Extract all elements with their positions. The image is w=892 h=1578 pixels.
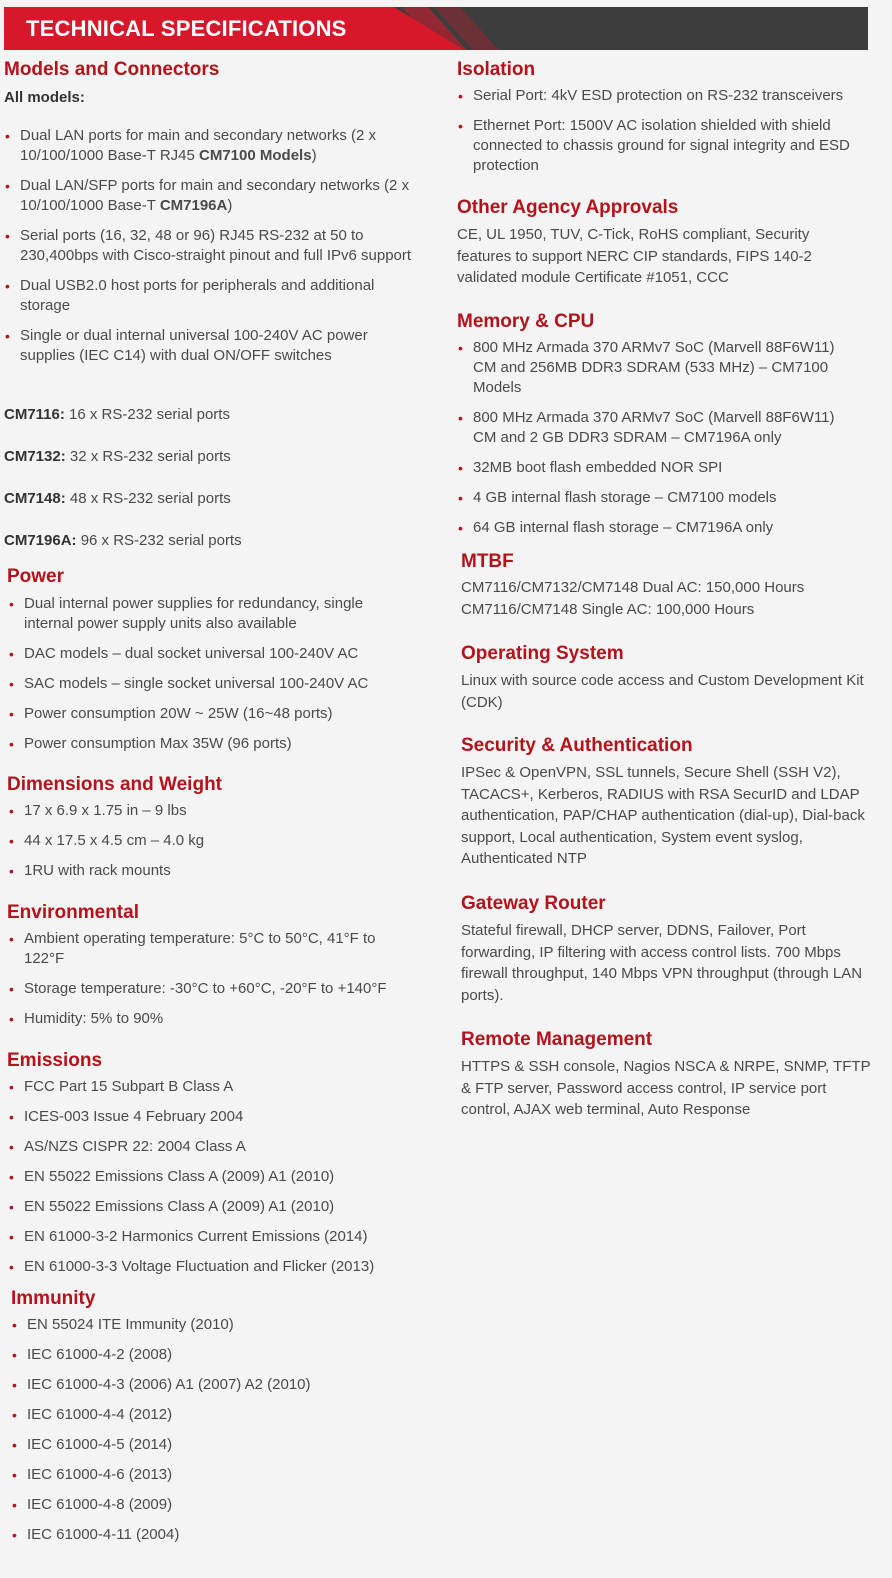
list-item: • 800 MHz Armada 370 ARMv7 SoC (Marvell 88F6W11) CM and 2 GB DDR3 SDRAM – CM7196A only — [457, 408, 857, 448]
list-item: • IEC 61000-4-2 (2008) — [11, 1345, 431, 1365]
security-text: IPSec & OpenVPN, SSL tunnels, Secure Shell (SSH V2), TACACS+, Kerberos, RADIUS with RSA SecurID and LDAP authentication, PAP/CHAP authentication (dial-up), Dial-back support, Local authentication, System event syslog, Authenticated NTP — [461, 764, 865, 867]
list-item: • 32MB boot flash embedded NOR SPI — [457, 458, 857, 478]
isolation-bullet-list — [457, 86, 872, 186]
list-item: • Serial Port: 4kV ESD protection on RS-232 transceivers — [457, 86, 872, 106]
mtbf-line: CM7116/CM7148 Single AC: 100,000 Hours — [461, 600, 755, 618]
list-item: • IEC 61000-4-4 (2012) — [11, 1405, 431, 1425]
list-item: • 1RU with rack mounts — [8, 861, 408, 881]
list-item: • EN 55022 Emissions Class A (2009) A1 (2010) — [8, 1197, 428, 1217]
list-item: • Humidity: 5% to 90% — [8, 1009, 403, 1029]
list-item: • Dual LAN ports for main and secondary networks (2 x 10/100/1000 Base-T RJ45 CM7100 Models) — [4, 126, 424, 166]
list-item: • Single or dual internal universal 100-240V AC power supplies (IEC C14) with dual ON/OFF switches — [4, 326, 424, 366]
model-port-line: CM7116: 16 x RS-232 serial ports — [4, 406, 230, 423]
section-heading-security: Security & Authentication — [461, 735, 693, 756]
list-item: • 44 x 17.5 x 4.5 cm – 4.0 kg — [8, 831, 408, 851]
models-bullet-list — [4, 126, 424, 376]
power-bullet-list — [8, 594, 408, 764]
list-item: • 4 GB internal flash storage – CM7100 models — [457, 488, 857, 508]
section-heading-emissions: Emissions — [7, 1050, 103, 1071]
page-title: TECHNICAL SPECIFICATIONS — [26, 16, 347, 41]
list-item: • 17 x 6.9 x 1.75 in – 9 lbs — [8, 801, 408, 821]
environmental-bullet-list — [8, 929, 403, 1039]
section-heading-remote: Remote Management — [461, 1029, 653, 1050]
section-heading-models: Models and Connectors — [4, 59, 220, 80]
model-port-line: CM7148: 48 x RS-232 serial ports — [4, 490, 231, 507]
list-item: • IEC 61000-4-8 (2009) — [11, 1495, 431, 1515]
list-item: • Power consumption Max 35W (96 ports) — [8, 734, 408, 754]
list-item: • ICES-003 Issue 4 February 2004 — [8, 1107, 428, 1127]
dimensions-bullet-list — [8, 801, 408, 891]
list-item: • IEC 61000-4-3 (2006) A1 (2007) A2 (2010) — [11, 1375, 431, 1395]
list-item: • EN 55022 Emissions Class A (2009) A1 (2010) — [8, 1167, 428, 1187]
memory-bullet-list — [457, 338, 857, 548]
list-item: • Dual USB2.0 host ports for peripherals and additional storage — [4, 276, 424, 316]
list-item: • Ambient operating temperature: 5°C to 50°C, 41°F to 122°F — [8, 929, 403, 969]
os-text: Linux with source code access and Custom Development Kit (CDK) — [461, 672, 864, 711]
agency-text: CE, UL 1950, TUV, C-Tick, RoHS compliant, Security features to support NERC CIP standards, FIPS 140-2 validated module Certificate #1051, CCC — [457, 226, 812, 286]
list-item: • FCC Part 15 Subpart B Class A — [8, 1077, 428, 1097]
section-heading-dimensions: Dimensions and Weight — [7, 774, 223, 795]
list-item: • Storage temperature: -30°C to +60°C, -20°F to +140°F — [8, 979, 403, 999]
list-item: • IEC 61000-4-6 (2013) — [11, 1465, 431, 1485]
specs-banner — [4, 7, 868, 50]
section-heading-immunity: Immunity — [11, 1288, 96, 1309]
list-item: • EN 61000-3-2 Harmonics Current Emissions (2014) — [8, 1227, 428, 1247]
model-port-line: CM7132: 32 x RS-232 serial ports — [4, 448, 231, 465]
mtbf-text — [461, 577, 861, 620]
section-heading-gateway: Gateway Router — [461, 893, 606, 914]
section-heading-os: Operating System — [461, 643, 624, 664]
list-item: • DAC models – dual socket universal 100-240V AC — [8, 644, 408, 664]
section-heading-environmental: Environmental — [7, 902, 139, 923]
remote-text: HTTPS & SSH console, Nagios NSCA & NRPE, SNMP, TFTP & FTP server, Password access control, IP service port control, AJAX web terminal, Auto Response — [461, 1058, 871, 1118]
section-heading-memory: Memory & CPU — [457, 311, 595, 332]
list-item: • Dual LAN/SFP ports for main and secondary networks (2 x 10/100/1000 Base-T CM7196A) — [4, 176, 424, 216]
section-heading-isolation: Isolation — [457, 59, 536, 80]
list-item: • Power consumption 20W ~ 25W (16~48 ports) — [8, 704, 408, 724]
list-item: • Serial ports (16, 32, 48 or 96) RJ45 RS-232 at 50 to 230,400bps with Cisco-straight pinout and full IPv6 support — [4, 226, 424, 266]
list-item: • SAC models – single socket universal 100-240V AC — [8, 674, 408, 694]
gateway-text: Stateful firewall, DHCP server, DDNS, Failover, Port forwarding, IP filtering with access control lists. 700 Mbps firewall throughput, 140 Mbps VPN throughput (through LAN ports). — [461, 922, 863, 1004]
emissions-bullet-list — [8, 1077, 428, 1287]
list-item: • Dual internal power supplies for redundancy, single internal power supply units also available — [8, 594, 408, 634]
list-item: • AS/NZS CISPR 22: 2004 Class A — [8, 1137, 428, 1157]
mtbf-line: CM7116/CM7132/CM7148 Dual AC: 150,000 Hours — [461, 579, 805, 596]
model-port-line: CM7196A: 96 x RS-232 serial ports — [4, 532, 242, 549]
list-item: • EN 61000-3-3 Voltage Fluctuation and Flicker (2013) — [8, 1257, 428, 1277]
all-models-label: All models: — [4, 89, 85, 106]
section-heading-mtbf: MTBF — [461, 551, 514, 572]
section-heading-agency: Other Agency Approvals — [457, 197, 679, 218]
section-heading-power: Power — [7, 566, 65, 587]
list-item: • Ethernet Port: 1500V AC isolation shielded with shield connected to chassis ground for signal integrity and ESD protection — [457, 116, 872, 176]
list-item: • IEC 61000-4-5 (2014) — [11, 1435, 431, 1455]
list-item: • 800 MHz Armada 370 ARMv7 SoC (Marvell 88F6W11) CM and 256MB DDR3 SDRAM (533 MHz) – CM7100 Models — [457, 338, 857, 398]
immunity-bullet-list — [11, 1315, 431, 1555]
list-item: • IEC 61000-4-11 (2004) — [11, 1525, 431, 1545]
list-item: • EN 55024 ITE Immunity (2010) — [11, 1315, 431, 1335]
list-item: • 64 GB internal flash storage – CM7196A only — [457, 518, 857, 538]
